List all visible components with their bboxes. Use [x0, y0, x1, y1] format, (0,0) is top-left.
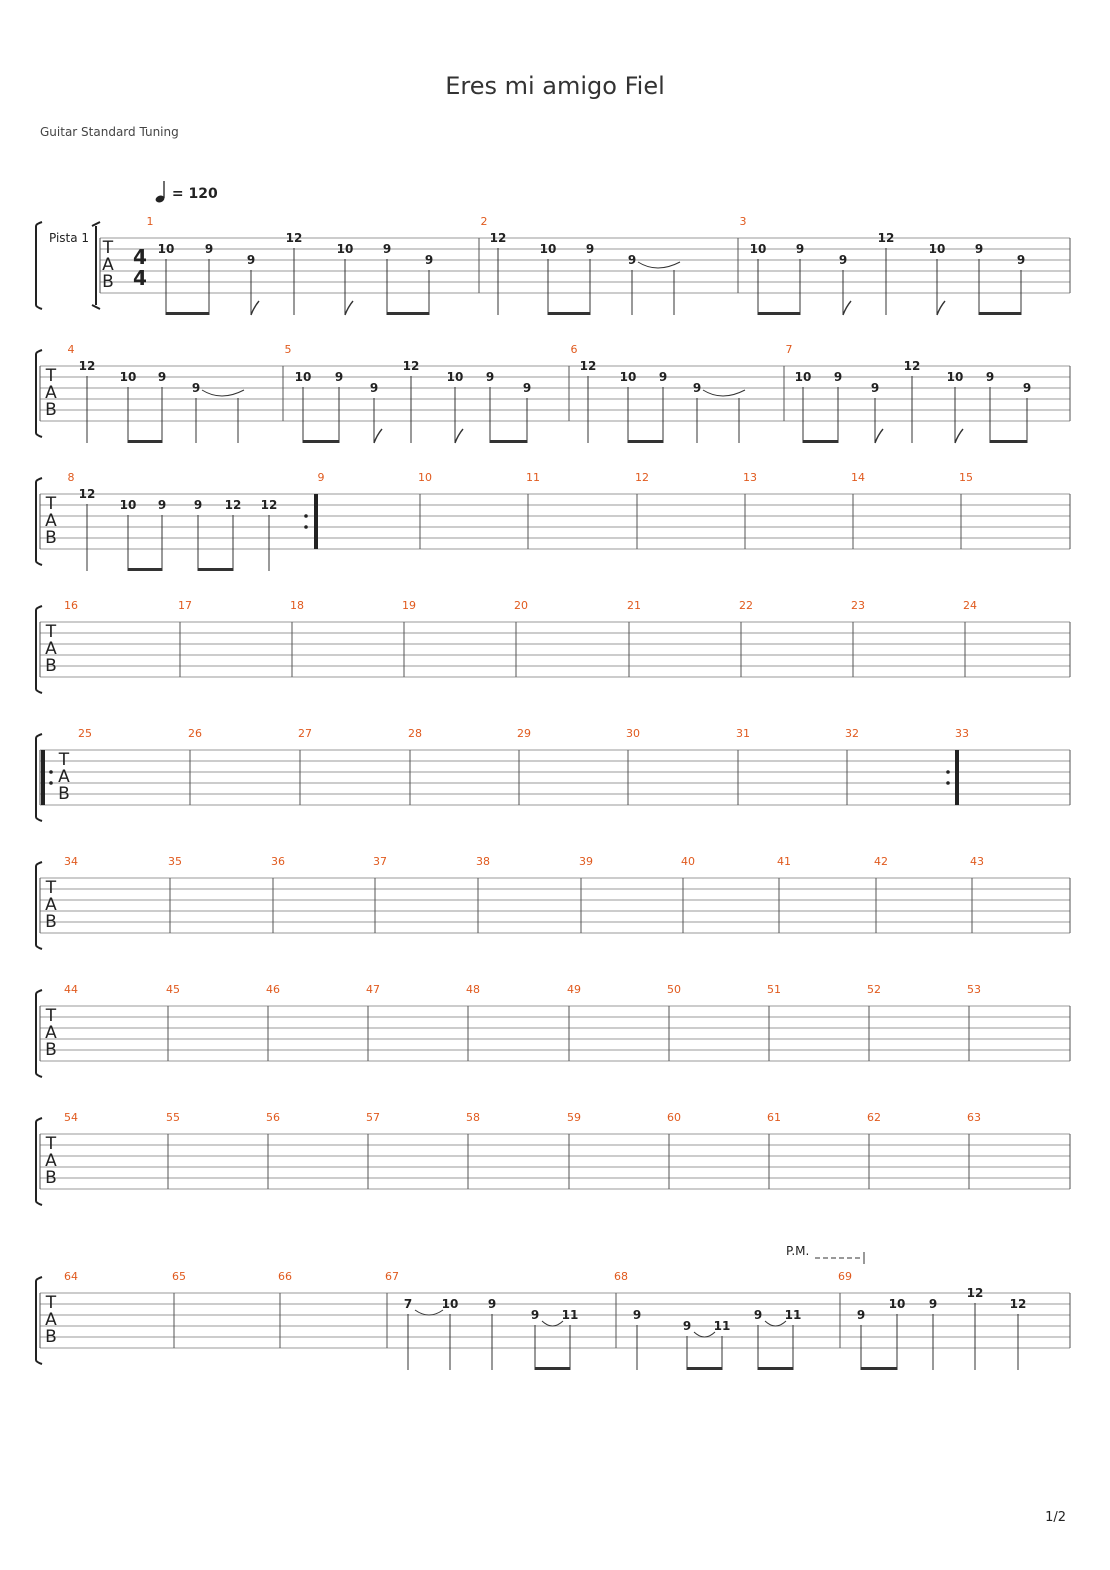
beam: [128, 440, 162, 443]
fret-number: 9: [530, 1308, 540, 1322]
fret-number: 12: [1009, 1297, 1027, 1311]
measure-number: 22: [739, 599, 753, 612]
measure-number: 65: [172, 1270, 186, 1283]
system-brace: [36, 862, 42, 949]
tab-system: [36, 471, 1070, 571]
song-title: Eres mi amigo Fiel: [445, 72, 665, 100]
tie: [703, 390, 745, 396]
measure-number: 54: [64, 1111, 78, 1124]
slur: [542, 1321, 563, 1326]
measure-number: 56: [266, 1111, 280, 1124]
measure-number: 32: [845, 727, 859, 740]
fret-number: 9: [585, 242, 595, 256]
fret-number: 9: [1022, 381, 1032, 395]
tab-clef-letter: T: [45, 1006, 57, 1026]
fret-number: 9: [424, 253, 434, 267]
fret-number: 9: [627, 253, 637, 267]
fret-number: 12: [579, 359, 597, 373]
fret-number: 9: [487, 1297, 497, 1311]
beam: [548, 312, 590, 315]
measure-number: 55: [166, 1111, 180, 1124]
measure-number: 33: [955, 727, 969, 740]
measure-number: 19: [402, 599, 416, 612]
fret-number: 12: [966, 1286, 984, 1300]
fret-number: 9: [985, 370, 995, 384]
beam: [758, 1367, 793, 1370]
palm-mute-label: P.M.: [786, 1244, 810, 1258]
measure-number: 5: [284, 343, 292, 356]
fret-number: 9: [753, 1308, 763, 1322]
fret-number: 9: [204, 242, 214, 256]
measure-number: 28: [408, 727, 422, 740]
measure-number: 20: [514, 599, 528, 612]
measure-number: 68: [614, 1270, 628, 1283]
tab-clef-letter: B: [45, 912, 57, 932]
slur: [765, 1321, 786, 1326]
eighth-flag: [345, 301, 353, 315]
tab-clef-letter: T: [45, 1293, 57, 1313]
tab-clef-letter: T: [45, 494, 57, 514]
repeat-dot: [946, 770, 950, 774]
beam: [687, 1367, 722, 1370]
measure-number: 52: [867, 983, 881, 996]
measure-number: 1: [146, 215, 154, 228]
measure-number: 48: [466, 983, 480, 996]
measure-number: 35: [168, 855, 182, 868]
measure-number: 6: [570, 343, 578, 356]
beam: [990, 440, 1027, 443]
tab-clef-letter: B: [45, 1040, 57, 1060]
fret-number: 12: [402, 359, 420, 373]
fret-number: 10: [539, 242, 557, 256]
tab-clef-letter: T: [58, 750, 70, 770]
measure-number: 41: [777, 855, 791, 868]
measure-number: 3: [739, 215, 747, 228]
fret-number: 10: [157, 242, 175, 256]
beam: [128, 568, 162, 571]
eighth-flag: [455, 429, 463, 443]
tab-system: [36, 599, 1070, 693]
eighth-flag: [843, 301, 851, 315]
repeat-dot: [946, 781, 950, 785]
measure-number: 37: [373, 855, 387, 868]
measure-number: 49: [567, 983, 581, 996]
fret-number: 11: [713, 1319, 731, 1333]
fret-number: 9: [157, 370, 167, 384]
tab-system: [36, 343, 1070, 443]
fret-number: 12: [877, 231, 895, 245]
measure-number: 50: [667, 983, 681, 996]
measure-number: 64: [64, 1270, 78, 1283]
time-signature-top: 4: [133, 245, 147, 269]
fret-number: 9: [928, 1297, 938, 1311]
measure-number: 23: [851, 599, 865, 612]
measure-number: 59: [567, 1111, 581, 1124]
measure-number: 26: [188, 727, 202, 740]
measure-number: 27: [298, 727, 312, 740]
tab-clef-letter: B: [45, 528, 57, 548]
beam: [803, 440, 838, 443]
system-brace: [36, 478, 42, 565]
tab-clef-letter: T: [45, 366, 57, 386]
measure-number: 7: [785, 343, 793, 356]
beam: [535, 1367, 570, 1370]
fret-number: 9: [191, 381, 201, 395]
measure-number: 12: [635, 471, 649, 484]
eighth-flag: [374, 429, 382, 443]
time-signature-bottom: 4: [133, 266, 147, 290]
repeat-end-bar: [314, 494, 318, 549]
measure-number: 44: [64, 983, 78, 996]
measure-number: 60: [667, 1111, 681, 1124]
repeat-dot: [304, 514, 308, 518]
measure-number: 15: [959, 471, 973, 484]
eighth-flag: [251, 301, 259, 315]
beam: [861, 1367, 897, 1370]
beam: [198, 568, 233, 571]
measure-number: 39: [579, 855, 593, 868]
measure-number: 13: [743, 471, 757, 484]
fret-number: 10: [119, 370, 137, 384]
fret-number: 10: [928, 242, 946, 256]
system-brace: [36, 350, 42, 437]
fret-number: 12: [285, 231, 303, 245]
beam: [303, 440, 339, 443]
fret-number: 10: [119, 498, 137, 512]
system-brace: [36, 222, 42, 309]
measure-number: 34: [64, 855, 78, 868]
fret-number: 10: [336, 242, 354, 256]
measure-number: 43: [970, 855, 984, 868]
tab-clef-letter: B: [102, 272, 114, 292]
fret-number: 9: [658, 370, 668, 384]
eighth-flag: [937, 301, 945, 315]
beam: [387, 312, 429, 315]
tab-clef-letter: A: [45, 639, 57, 659]
tab-clef-letter: T: [45, 1134, 57, 1154]
fret-number: 10: [794, 370, 812, 384]
measure-number: 9: [317, 471, 325, 484]
measure-number: 51: [767, 983, 781, 996]
fret-number: 12: [78, 487, 96, 501]
tab-clef-letter: B: [45, 400, 57, 420]
system-brace: [36, 990, 42, 1077]
measure-number: 38: [476, 855, 490, 868]
tie: [638, 262, 680, 268]
fret-number: 10: [441, 1297, 459, 1311]
beam: [166, 312, 209, 315]
beam: [758, 312, 800, 315]
fret-number: 10: [946, 370, 964, 384]
measure-number: 67: [385, 1270, 399, 1283]
fret-number: 12: [260, 498, 278, 512]
tab-clef-letter: A: [45, 511, 57, 531]
tab-clef-letter: A: [102, 255, 114, 275]
eighth-flag: [875, 429, 883, 443]
fret-number: 9: [833, 370, 843, 384]
track-name: Pista 1: [49, 231, 90, 245]
tab-system: [36, 983, 1070, 1077]
tab-system: [36, 1270, 1070, 1370]
measure-number: 17: [178, 599, 192, 612]
fret-number: 10: [294, 370, 312, 384]
beam: [628, 440, 663, 443]
measure-number: 14: [851, 471, 865, 484]
measure-number: 63: [967, 1111, 981, 1124]
fret-number: 9: [1016, 253, 1026, 267]
fret-number: 9: [193, 498, 203, 512]
tab-clef-letter: B: [45, 1327, 57, 1347]
fret-number: 12: [78, 359, 96, 373]
fret-number: 9: [369, 381, 379, 395]
fret-number: 12: [903, 359, 921, 373]
fret-number: 9: [246, 253, 256, 267]
measure-number: 62: [867, 1111, 881, 1124]
tab-clef-letter: T: [45, 622, 57, 642]
fret-number: 11: [561, 1308, 579, 1322]
fret-number: 10: [446, 370, 464, 384]
measure-number: 31: [736, 727, 750, 740]
tab-clef-letter: A: [45, 1310, 57, 1330]
measure-number: 42: [874, 855, 888, 868]
tab-clef-letter: B: [45, 1168, 57, 1188]
fret-number: 9: [856, 1308, 866, 1322]
repeat-dot: [49, 770, 53, 774]
tab-clef-letter: T: [45, 878, 57, 898]
tab-system: [36, 215, 1070, 315]
tuning-label: Guitar Standard Tuning: [40, 125, 179, 139]
fret-number: 9: [485, 370, 495, 384]
fret-number: 11: [784, 1308, 802, 1322]
measure-number: 25: [78, 727, 92, 740]
fret-number: 12: [489, 231, 507, 245]
fret-number: 9: [974, 242, 984, 256]
page-number: 1/2: [1045, 1510, 1066, 1525]
tab-clef-letter: T: [102, 238, 114, 258]
measure-number: 30: [626, 727, 640, 740]
measure-number: 53: [967, 983, 981, 996]
fret-number: 9: [838, 253, 848, 267]
fret-number: 9: [692, 381, 702, 395]
fret-number: 10: [888, 1297, 906, 1311]
measure-number: 2: [480, 215, 488, 228]
repeat-dot: [304, 525, 308, 529]
tab-clef-letter: A: [45, 895, 57, 915]
tab-system: [36, 727, 1070, 821]
beam: [979, 312, 1021, 315]
repeat-dot: [49, 781, 53, 785]
measure-number: 4: [67, 343, 75, 356]
system-brace: [36, 1118, 42, 1205]
measure-number: 16: [64, 599, 78, 612]
tab-clef-letter: A: [45, 1023, 57, 1043]
tab-clef-letter: A: [45, 383, 57, 403]
slur: [415, 1310, 443, 1315]
tab-clef-letter: B: [45, 656, 57, 676]
measure-number: 69: [838, 1270, 852, 1283]
measure-number: 29: [517, 727, 531, 740]
measure-number: 58: [466, 1111, 480, 1124]
measure-number: 61: [767, 1111, 781, 1124]
system-brace: [36, 1277, 42, 1364]
tab-system: [36, 1111, 1070, 1205]
fret-number: 12: [224, 498, 242, 512]
repeat-end-bar: [955, 750, 959, 805]
eighth-flag: [955, 429, 963, 443]
tab-clef-letter: B: [58, 784, 70, 804]
tie: [202, 390, 244, 396]
measure-number: 36: [271, 855, 285, 868]
fret-number: 7: [403, 1297, 413, 1311]
slur: [694, 1332, 715, 1337]
tab-clef-letter: A: [58, 767, 70, 787]
measure-number: 40: [681, 855, 695, 868]
fret-number: 9: [870, 381, 880, 395]
tab-system: [36, 855, 1070, 949]
measure-number: 45: [166, 983, 180, 996]
fret-number: 9: [682, 1319, 692, 1333]
beam: [490, 440, 527, 443]
fret-number: 9: [334, 370, 344, 384]
measure-number: 66: [278, 1270, 292, 1283]
measure-number: 8: [67, 471, 75, 484]
fret-number: 9: [795, 242, 805, 256]
measure-number: 10: [418, 471, 432, 484]
fret-number: 9: [522, 381, 532, 395]
measure-number: 46: [266, 983, 280, 996]
fret-number: 9: [157, 498, 167, 512]
measure-number: 21: [627, 599, 641, 612]
system-brace: [36, 606, 42, 693]
measure-number: 11: [526, 471, 540, 484]
measure-number: 47: [366, 983, 380, 996]
measure-number: 18: [290, 599, 304, 612]
measure-number: 24: [963, 599, 977, 612]
repeat-start-bar: [41, 750, 45, 805]
fret-number: 9: [382, 242, 392, 256]
fret-number: 10: [749, 242, 767, 256]
tempo-value: = 120: [171, 186, 218, 202]
tab-clef-letter: A: [45, 1151, 57, 1171]
fret-number: 9: [632, 1308, 642, 1322]
measure-number: 57: [366, 1111, 380, 1124]
fret-number: 10: [619, 370, 637, 384]
